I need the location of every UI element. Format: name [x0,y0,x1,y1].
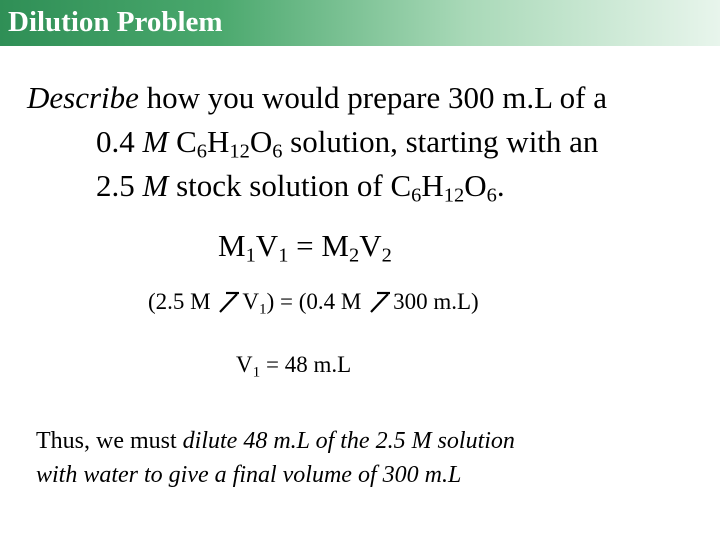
problem-line-1 [27,76,707,120]
eq-v: V [255,228,279,263]
molarity-unit: M [142,124,169,159]
dilution-equation [218,228,392,267]
sub-part-1: (2.5 M [148,289,217,314]
result-value: = 48 m.L [260,352,352,377]
problem-verb: Describe [27,80,139,115]
formula-subscript: 6 [486,184,497,207]
multiplication-sign-icon [217,291,241,313]
conclusion-line-1 [36,424,706,458]
problem-line-3 [27,164,707,208]
problem-line-2-text: solution, starting with an [282,124,599,159]
molarity-unit: M [142,168,169,203]
result-v: V [236,352,253,377]
formula-o: O [249,124,273,159]
problem-line-2 [27,120,707,164]
eq-m: M [321,228,349,263]
equals-sign: = [288,228,322,263]
eq-m: M [218,228,246,263]
formula-subscript: 6 [196,140,207,163]
concentration-value: 0.4 [96,124,143,159]
formula-h: H [206,124,230,159]
substitution-equation [148,289,479,318]
title-bar [0,0,720,46]
problem-line-1-text: how you would prepare 300 m.L of a [138,80,607,115]
eq-subscript: 1 [278,244,289,267]
formula-subscript: 12 [229,140,250,163]
eq-subscript: 2 [381,244,392,267]
result-equation [236,352,352,381]
slide-title: Dilution Problem [8,6,223,38]
formula-subscript: 6 [272,140,283,163]
sub-subscript: 1 [259,300,267,318]
conclusion-emphasis: dilute 48 m.L of the 2.5 M solution [182,428,515,454]
result-subscript: 1 [252,363,261,381]
eq-subscript: 2 [348,244,360,267]
sub-part-4: 300 m.L) [393,289,479,314]
formula-c: C [168,124,197,159]
formula-h: H [421,168,444,203]
conclusion [36,424,706,492]
period: . [496,168,505,203]
eq-v: V [359,228,382,263]
problem-line-3-text: stock solution of C [168,168,412,203]
formula-o: O [464,168,487,203]
multiplication-sign-icon [368,291,392,313]
conclusion-intro: Thus, we must [36,428,183,454]
eq-subscript: 1 [245,244,256,267]
conclusion-line-2: with water to give a final volume of 300 m.L [36,462,462,488]
formula-subscript: 6 [411,184,422,207]
sub-part-3: ) = (0.4 M [266,289,368,314]
formula-subscript: 12 [443,184,465,207]
stock-concentration-value: 2.5 [96,168,143,203]
sub-v: V [242,289,259,314]
problem-statement [27,76,707,208]
